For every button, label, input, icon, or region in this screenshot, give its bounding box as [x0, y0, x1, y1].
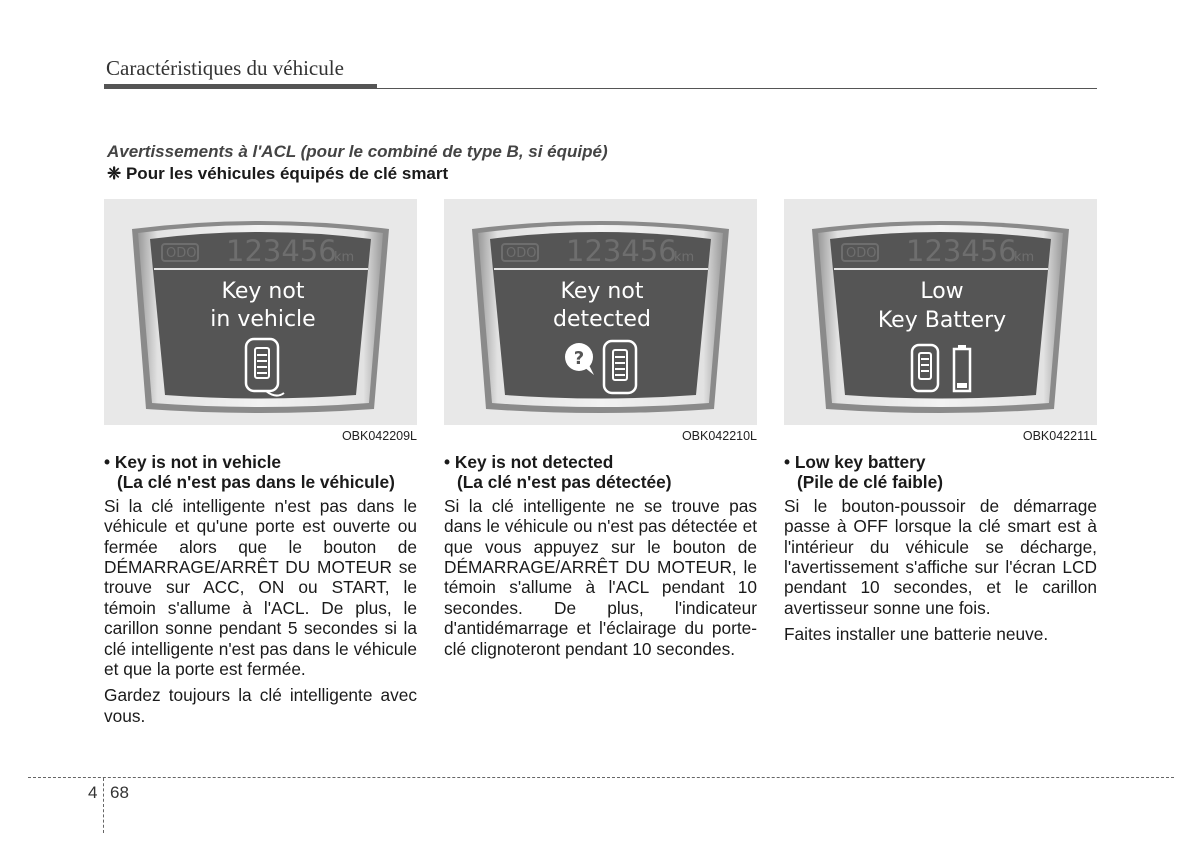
description-column-2 [444, 452, 757, 659]
page-header-title: Caractéristiques du véhicule [106, 56, 344, 80]
odo-unit: km [1014, 250, 1035, 265]
lcd-message-line2: in vehicle [210, 307, 316, 332]
warning-heading: • Key is not detected [444, 452, 614, 472]
section-title: Avertissements à l'ACL (pour le combiné de type B, si équipé) [107, 142, 608, 161]
lcd-figure-key-not-detected [444, 199, 757, 425]
warning-description: Si la clé intelligente n'est pas dans le véhicule et qu'une porte est ouverte ou fermée alors que le bouton de DÉMARRAGE/ARRÊT DU MOTEUR se trouve sur ACC, ON ou START, le témoin s'allume à l'ACL. De plus, le carillon sonne pendant 5 secondes si la clé intelligente n'est pas dans le véhicule et que la porte est fermée. [104, 495, 417, 680]
lcd-message-line1: Key not [221, 279, 305, 304]
footer-divider [28, 777, 1174, 778]
lcd-illustration [444, 199, 757, 425]
odo-value: 123456 [906, 234, 1017, 268]
odo-label: ODO [846, 246, 877, 261]
warning-advice: Gardez toujours la clé intelligente avec vous. [104, 685, 417, 726]
warning-heading: • Key is not in vehicle [104, 452, 281, 472]
description-column-3 [784, 452, 1097, 645]
figure-code: OBK042209L [341, 429, 417, 443]
lcd-message-line1: Key not [560, 279, 644, 304]
odo-value: 123456 [226, 234, 337, 268]
lcd-figure-key-not-in-vehicle [104, 199, 417, 425]
odo-unit: km [334, 250, 355, 265]
odo-label: ODO [166, 246, 197, 261]
odo-label: ODO [506, 246, 537, 261]
lcd-illustration [784, 199, 1097, 425]
lcd-message-line1: Low [920, 279, 964, 304]
page-number: 68 [110, 783, 129, 802]
odo-unit: km [674, 250, 695, 265]
description-column-1 [104, 452, 417, 726]
svg-text:?: ? [573, 348, 585, 369]
figure-code: OBK042210L [681, 429, 757, 443]
lcd-message-line2: detected [553, 307, 651, 332]
warning-heading: • Low key battery [784, 452, 926, 472]
warning-heading-translation: (La clé n'est pas détectée) [457, 472, 672, 493]
odo-value: 123456 [566, 234, 677, 268]
lcd-message-line2: Key Battery [877, 308, 1007, 333]
warning-description: Si la clé intelligente ne se trouve pas dans le véhicule ou n'est pas détectée et que vous appuyez sur le bouton de DÉMARRAGE/ARRÊT DU MOTEUR, le témoin s'allume à l'ACL pendant 10 secondes. De plus, l'indicateur d'antidémarrage et l'éclairage du porte-clé clignoteront pendant 10 secondes. [444, 495, 757, 659]
warning-advice: Faites installer une batterie neuve. [784, 624, 1049, 645]
header-rule [104, 88, 1097, 89]
lcd-figure-low-key-battery [784, 199, 1097, 425]
chapter-number: 4 [88, 783, 98, 802]
figure-code: OBK042211L [1022, 429, 1097, 443]
warning-heading-translation: (La clé n'est pas dans le véhicule) [117, 472, 395, 493]
lcd-illustration [104, 199, 417, 425]
warning-heading-translation: (Pile de clé faible) [797, 472, 943, 493]
section-subtitle: ❈ Pour les véhicules équipés de clé smart [107, 164, 449, 183]
footer-divider-vertical [103, 778, 104, 833]
warning-description: Si le bouton-poussoir de démarrage passe à OFF lorsque la clé smart est à l'intérieur du véhicule se décharge, l'avertissement s'affiche sur l'écran LCD pendant 10 secondes, et le carillon avertisseur sonne une fois. [784, 495, 1097, 618]
